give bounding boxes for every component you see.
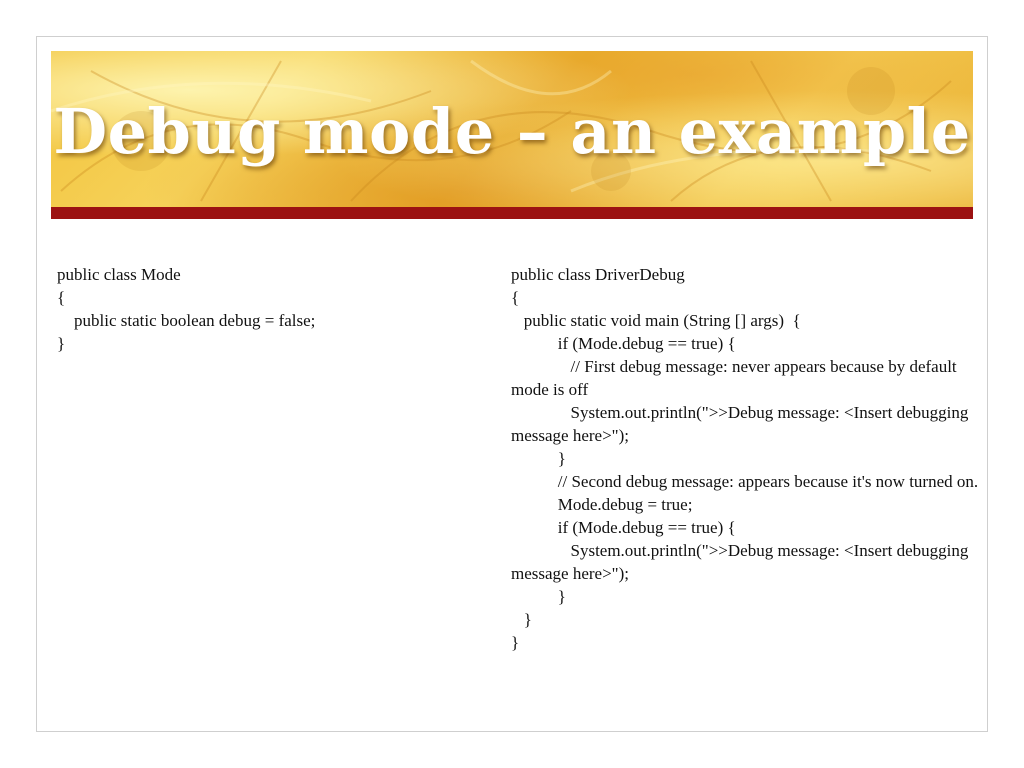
- title-banner: [51, 51, 973, 207]
- code-line: }: [57, 334, 66, 353]
- code-line: public static boolean debug = false;: [57, 311, 316, 330]
- title-underline-bar: [51, 207, 973, 219]
- code-block-mode: [57, 263, 477, 355]
- code-line: }: [511, 587, 566, 606]
- code-line: }: [511, 633, 520, 652]
- code-block-driver-debug: [511, 263, 981, 654]
- code-line: {: [511, 288, 520, 307]
- code-line: System.out.println(">>Debug message: <Insert debugging message here>");: [511, 403, 973, 445]
- code-line: if (Mode.debug == true) {: [511, 518, 736, 537]
- code-line: }: [511, 610, 532, 629]
- code-line: public static void main (String [] args) {: [511, 311, 801, 330]
- code-line: // First debug message: never appears because by default mode is off: [511, 357, 961, 399]
- code-line: System.out.println(">>Debug message: <Insert debugging message here>");: [511, 541, 973, 583]
- code-line: public class DriverDebug: [511, 265, 685, 284]
- code-line: {: [57, 288, 66, 307]
- slide-title: Debug mode – an example: [53, 94, 971, 168]
- code-line: public class Mode: [57, 265, 181, 284]
- code-line: if (Mode.debug == true) {: [511, 334, 736, 353]
- code-line: // Second debug message: appears because it's now turned on.: [511, 472, 979, 491]
- code-line: Mode.debug = true;: [511, 495, 693, 514]
- code-line: }: [511, 449, 566, 468]
